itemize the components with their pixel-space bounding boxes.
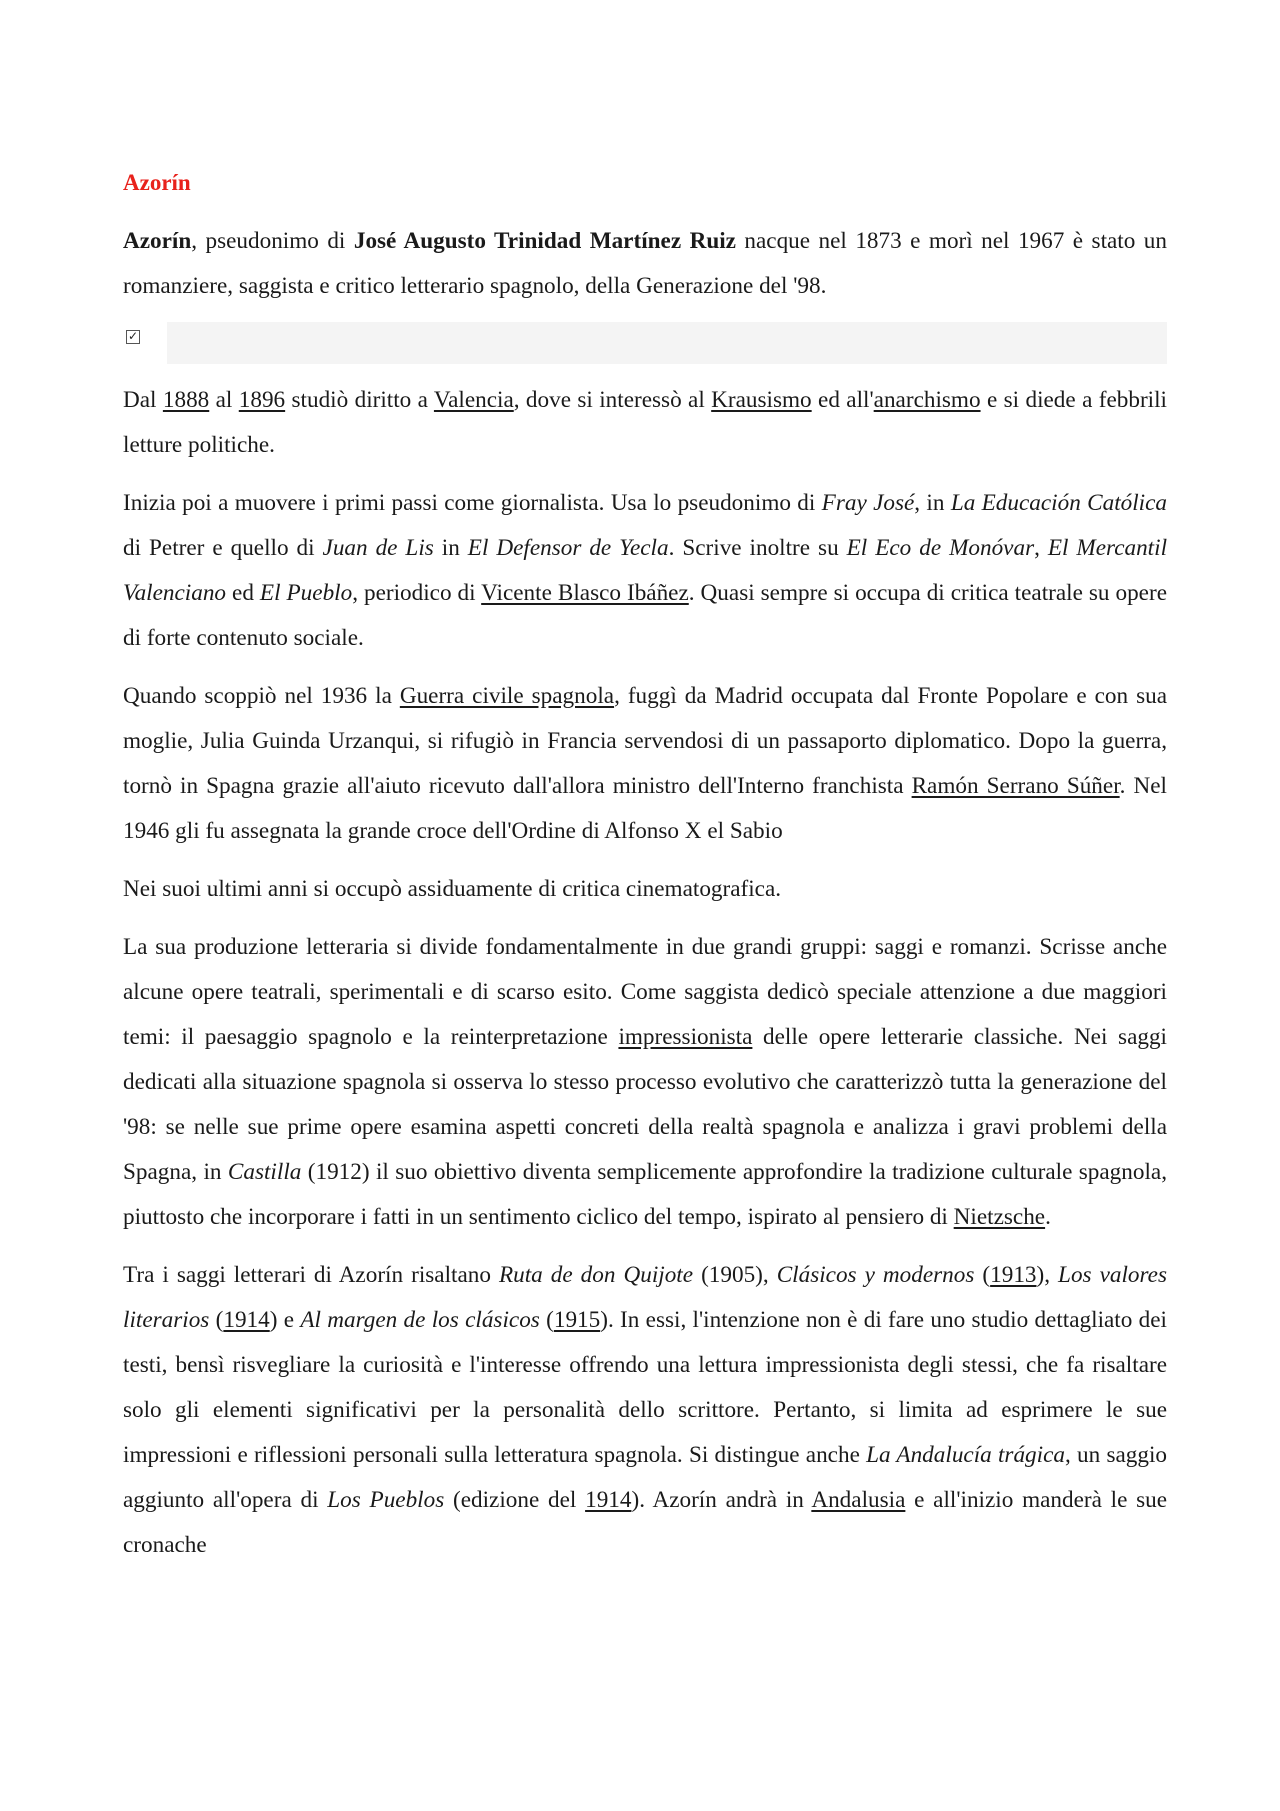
text-span: , fuggì da Madrid occupata dal Fronte Popolare e con sua moglie, Julia Guinda Urzanqui, si rifugiò in Francia servendosi di un passaporto diplomatico. Dopo la guerra, tornò in Spagna grazie all'aiuto ricevuto dall'allora ministro dell'Interno franchista — [123, 683, 1167, 799]
italic-span: Juan de Lis — [322, 535, 434, 561]
text-span: ed all' — [811, 387, 874, 413]
italic-span: Fray José — [821, 490, 915, 516]
embed-placeholder-bar — [167, 322, 1167, 364]
text-span: La sua produzione letteraria si divide fondamentalmente in due grandi gruppi: saggi e romanzi. Scrisse anche alcune opere teatrali, sperimentali e di scarso esito. Come saggista dedicò speciale attenzione a due maggiori temi: il paesaggio spagnolo e la reinterpretazione — [123, 934, 1167, 1050]
italic-span: Clásicos y modernos — [776, 1262, 975, 1288]
italic-span: Los valores literarios — [123, 1262, 1167, 1333]
document-title: Azorín — [123, 170, 191, 195]
text-span: (1905), — [693, 1262, 777, 1288]
text-span: studiò diritto a — [285, 387, 434, 413]
link-1913[interactable]: 1913 — [990, 1262, 1037, 1288]
text-span: delle opere letterarie classiche. Nei saggi dedicati alla situazione spagnola si osserva lo stesso processo evolutivo che caratterizzò tutta la generazione del '98: se nelle sue prime opere esamina aspetti concreti della realtà spagnola e analizza i gravi problemi della Spagna, in — [123, 1024, 1167, 1185]
paragraph-journalism — [123, 481, 1167, 661]
text-span: Tra i saggi letterari di Azorín risaltano — [123, 1262, 499, 1288]
text-span: ( — [974, 1262, 991, 1288]
italic-span: El Eco de Monóvar — [846, 535, 1035, 561]
text-span: ed — [226, 580, 260, 606]
checkbox-icon[interactable]: ✓ — [127, 329, 139, 343]
text-span: , dove si interessò al — [513, 387, 712, 413]
text-span: ( — [209, 1307, 224, 1333]
text-span: e si diede a febbrili letture politiche. — [123, 387, 1167, 458]
italic-span: Los Pueblos — [327, 1487, 445, 1513]
embedded-object — [123, 322, 1167, 364]
link-impressionista[interactable]: impressionista — [618, 1024, 753, 1050]
paragraph-production — [123, 925, 1167, 1240]
text-span: Dal — [123, 387, 163, 413]
paragraph-last-years — [123, 867, 1167, 912]
text-span: . — [1045, 1204, 1051, 1230]
text-span: al — [209, 387, 239, 413]
document-body — [123, 165, 1167, 1581]
italic-span: El Pueblo — [259, 580, 353, 606]
link-andalusia[interactable]: Andalusia — [811, 1487, 906, 1513]
text-span: ) e — [269, 1307, 301, 1333]
text-span: ). Azorín andrà in — [631, 1487, 812, 1513]
text-span: . Scrive inoltre su — [668, 535, 847, 561]
text-span: Nei suoi ultimi anni si occupò assiduamente di critica cinematografica. — [123, 876, 782, 902]
paragraph-studies — [123, 378, 1167, 468]
italic-span: Ruta de don Quijote — [498, 1262, 694, 1288]
text-span: , pseudonimo di — [191, 228, 354, 254]
link-1914[interactable]: 1914 — [223, 1307, 270, 1333]
link-vicente-blasco-ibanez[interactable]: Vicente Blasco Ibáñez — [481, 580, 689, 606]
link-valencia[interactable]: Valencia — [433, 387, 514, 413]
text-span: , — [1034, 535, 1048, 561]
text-span: in — [433, 535, 468, 561]
text-span: nacque nel 1873 e morì nel 1967 è stato un romanziere, saggista e critico letterario spagnolo, della Generazione del '98. — [123, 228, 1167, 299]
link-guerra-civile-spagnola[interactable]: Guerra civile spagnola — [399, 683, 615, 709]
text-span: , un saggio aggiunto all'opera di — [123, 1442, 1167, 1513]
link-krausismo[interactable]: Krausismo — [711, 387, 812, 413]
italic-span: Al margen de los clásicos — [300, 1307, 540, 1333]
link-nietzsche[interactable]: Nietzsche — [953, 1204, 1046, 1230]
text-span: (1912) il suo obiettivo diventa semplicemente approfondire la tradizione culturale spagnola, piuttosto che incorporare i fatti in un sentimento ciclico del tempo, ispirato al pensiero di — [123, 1159, 1167, 1230]
link-ramon-serrano-suner[interactable]: Ramón Serrano Súñer — [911, 773, 1120, 799]
text-span: . Nel 1946 gli fu assegnata la grande croce dell'Ordine di Alfonso X el Sabio — [123, 773, 1167, 844]
text-span: Inizia poi a muovere i primi passi come giornalista. Usa lo pseudonimo di — [123, 490, 822, 516]
paragraph-intro — [123, 219, 1167, 309]
text-span: (edizione del — [444, 1487, 586, 1513]
text-span: , in — [914, 490, 951, 516]
italic-span: La Educación Católica — [950, 490, 1168, 516]
link-1914-edition[interactable]: 1914 — [585, 1487, 632, 1513]
link-1896[interactable]: 1896 — [238, 387, 286, 413]
link-1915[interactable]: 1915 — [553, 1307, 601, 1333]
bold-name: Azorín — [123, 228, 192, 254]
italic-span: El Mercantil Valenciano — [123, 535, 1168, 606]
text-span: e all'inizio manderà le sue cronache — [123, 1487, 1168, 1558]
text-span: di Petrer e quello di — [123, 535, 323, 561]
text-span: ), — [1036, 1262, 1059, 1288]
bold-full-name: José Augusto Trinidad Martínez Ruiz — [353, 228, 736, 254]
paragraph-essays — [123, 1253, 1167, 1568]
text-span: . Quasi sempre si occupa di critica teatrale su opere di forte contenuto sociale. — [123, 580, 1167, 651]
italic-span: Castilla — [227, 1159, 302, 1185]
text-span: ( — [539, 1307, 554, 1333]
italic-span: La Andalucía trágica — [866, 1442, 1065, 1468]
text-span: ). In essi, l'intenzione non è di fare uno studio dettagliato dei testi, bensì risvegliare la curiosità e l'interesse offrendo una lettura impressionista degli stessi, che fa risaltare solo gli elementi significativi per la personalità dello scrittore. Pertanto, si limita ad esprimere le sue impressioni e riflessioni personali sulla letteratura spagnola. Si distingue anche — [123, 1307, 1167, 1468]
paragraph-civil-war — [123, 674, 1167, 854]
link-anarchismo[interactable]: anarchismo — [873, 387, 981, 413]
italic-span: El Defensor de Yecla — [467, 535, 669, 561]
text-span: , periodico di — [352, 580, 482, 606]
link-1888[interactable]: 1888 — [162, 387, 210, 413]
text-span: Quando scoppiò nel 1936 la — [123, 683, 400, 709]
